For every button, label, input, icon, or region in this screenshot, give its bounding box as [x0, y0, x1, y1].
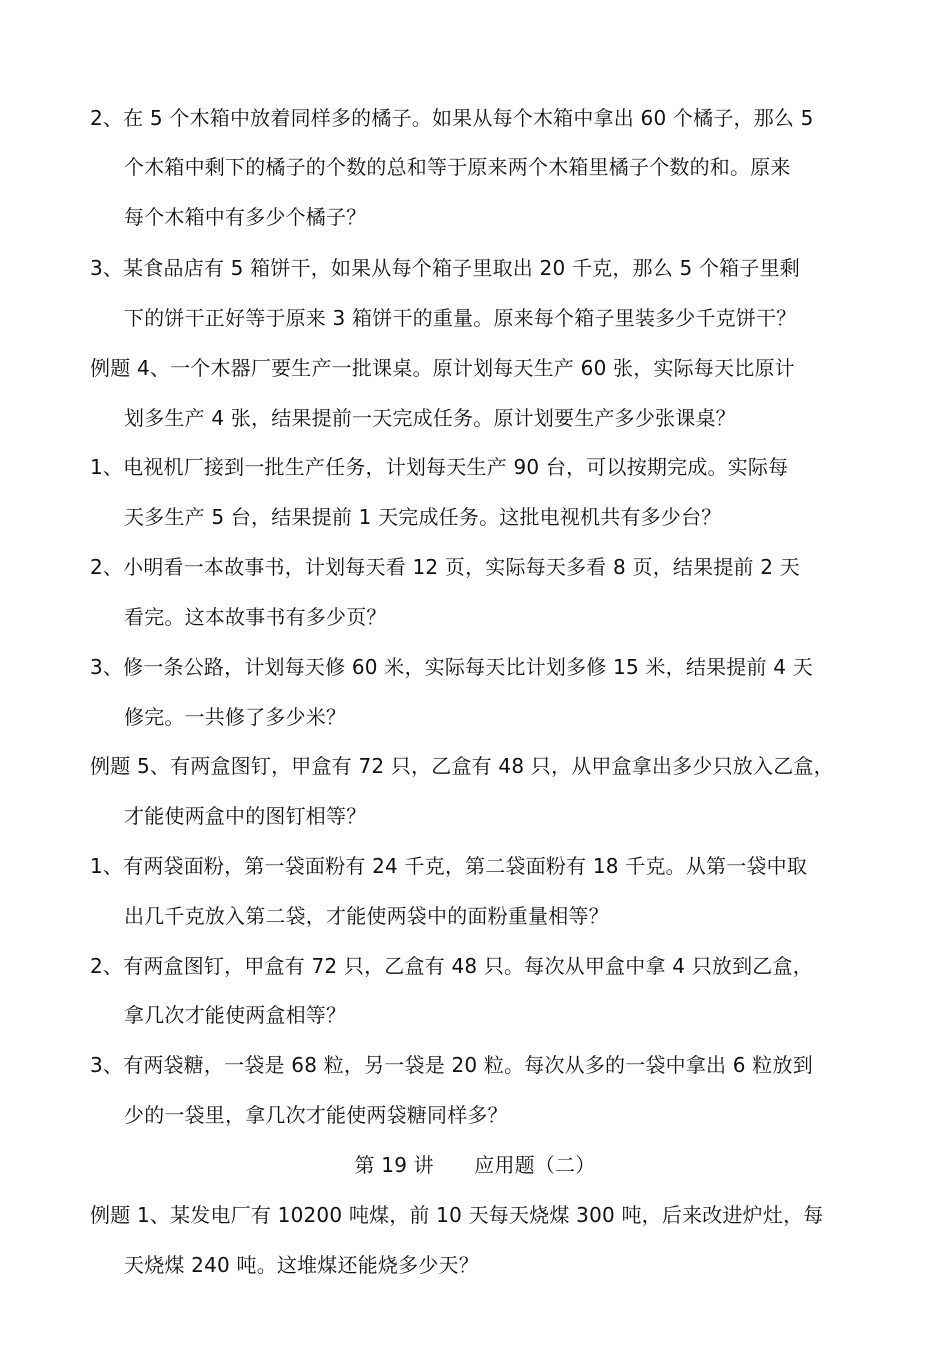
lecture-heading: 第 19 讲 应用题（二）: [354, 1153, 596, 1177]
exercise-4-2-line-1: 2、小明看一本故事书，计划每天看 12 页，实际每天多看 8 页，结果提前 2 天: [90, 555, 800, 579]
exercise-4-1-line-1: 1、电视机厂接到一批生产任务，计划每天生产 90 台，可以按期完成。实际每: [90, 455, 789, 479]
example-4-line-2: 划多生产 4 张，结果提前一天完成任务。原计划要生产多少张课桌？: [124, 406, 736, 430]
exercise-5-1-line-1: 1、有两袋面粉，第一袋面粉有 24 千克，第二袋面粉有 18 千克。从第一袋中取: [90, 854, 808, 878]
problem-2-line-2: 个木箱中剩下的橘子的个数的总和等于原来两个木箱里橘子个数的和。原来: [124, 155, 791, 179]
exercise-5-2-line-2: 拿几次才能使两盒相等？: [124, 1003, 347, 1027]
problem-2-line-1: 2、在 5 个木箱中放着同样多的橘子。如果从每个木箱中拿出 60 个橘子，那么 5: [90, 106, 814, 130]
problem-3-line-2: 下的饼干正好等于原来 3 箱饼干的重量。原来每个箱子里装多少千克饼干？: [124, 306, 797, 330]
exercise-4-3-line-2: 修完。一共修了多少米？: [124, 705, 347, 729]
exercise-5-3-line-1: 3、有两袋糖，一袋是 68 粒，另一袋是 20 粒。每次从多的一袋中拿出 6 粒放到: [90, 1053, 813, 1077]
exercise-4-1-line-2: 天多生产 5 台，结果提前 1 天完成任务。这批电视机共有多少台？: [124, 505, 722, 529]
exercise-4-3-line-1: 3、修一条公路，计划每天修 60 米，实际每天比计划多修 15 米，结果提前 4 天: [90, 655, 813, 679]
problem-2-line-3: 每个木箱中有多少个橘子？: [124, 205, 367, 229]
example-1-line-2: 天烧煤 240 吨。这堆煤还能烧多少天？: [124, 1253, 479, 1277]
exercise-4-2-line-2: 看完。这本故事书有多少页？: [124, 605, 387, 629]
example-1-line-1: 例题 1、某发电厂有 10200 吨煤，前 10 天每天烧煤 300 吨，后来改进炉灶，每: [90, 1203, 824, 1227]
example-5-line-2: 才能使两盒中的图钉相等？: [124, 804, 367, 828]
example-4-line-1: 例题 4、一个木器厂要生产一批课桌。原计划每天生产 60 张，实际每天比原计: [90, 356, 795, 380]
exercise-5-1-line-2: 出几千克放入第二袋，才能使两袋中的面粉重量相等？: [124, 904, 609, 928]
example-5-line-1: 例题 5、有两盒图钉，甲盒有 72 只，乙盒有 48 只，从甲盒拿出多少只放入乙盒，: [90, 754, 834, 778]
exercise-5-2-line-1: 2、有两盒图钉，甲盒有 72 只，乙盒有 48 只。每次从甲盒中拿 4 只放到乙盒，: [90, 954, 813, 978]
exercise-5-3-line-2: 少的一袋里，拿几次才能使两袋糖同样多？: [124, 1103, 508, 1127]
problem-3-line-1: 3、某食品店有 5 箱饼干，如果从每个箱子里取出 20 千克，那么 5 个箱子里剩: [90, 256, 800, 280]
